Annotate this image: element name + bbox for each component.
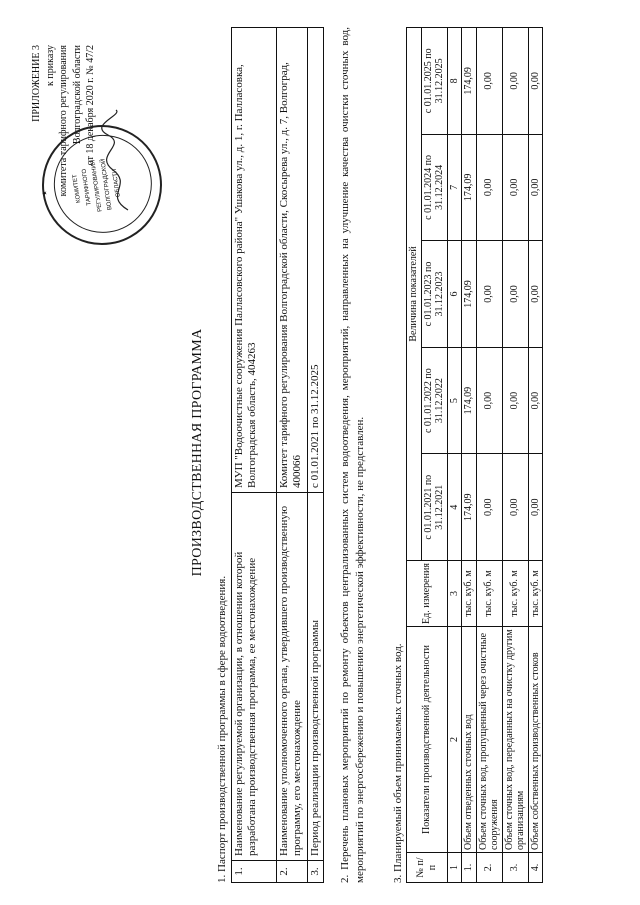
row-indicator: Объем сточных вод, пропущенный через очистные сооружения [476, 627, 502, 853]
table-row [476, 28, 502, 883]
row-number: 3. [502, 853, 528, 883]
row-value: 0,00 [476, 454, 502, 561]
header-unit: Ед. измерения [407, 561, 448, 627]
row-unit: тыс. куб. м [476, 561, 502, 627]
header-period: с 01.01.2021 по 31.12.2021 [421, 454, 447, 561]
header-row [407, 28, 422, 883]
col-number: 7 [447, 134, 462, 241]
row-value: 0,00 [502, 241, 528, 348]
row-unit: тыс. куб. м [528, 561, 543, 627]
row-number: 1. [462, 853, 477, 883]
row-value: 0,00 [528, 454, 543, 561]
row-value: 0,00 [502, 134, 528, 241]
col-number: 3 [447, 561, 462, 627]
col-number: 4 [447, 454, 462, 561]
row-value: 0,00 [502, 347, 528, 454]
table-row [528, 28, 543, 883]
row-value: 0,00 [476, 241, 502, 348]
column-number-row [447, 28, 462, 883]
appendix-line: ПРИЛОЖЕНИЕ 3 [31, 45, 42, 122]
row-value: 0,00 [528, 28, 543, 135]
col-number: 6 [447, 241, 462, 348]
row-indicator: Объем сточных вод, переданных на очистку другим организациям [502, 627, 528, 853]
row-label: Наименование уполномоченного органа, утвердившего производственную программу, его местонахождение [277, 493, 308, 861]
row-value: 0,00 [476, 28, 502, 135]
appendix-line: комитета тарифного регулирования [58, 45, 69, 197]
table-row [502, 28, 528, 883]
table-row [277, 28, 308, 883]
row-value: Комитет тарифного регулирования Волгоградской области, Скосырева ул., д. 7, Волгоград, 400066 [277, 28, 308, 493]
row-unit: тыс. куб. м [502, 561, 528, 627]
table-row [232, 28, 277, 883]
volume-table [406, 27, 543, 883]
section2-text: 2. Перечень плановых мероприятий по ремонту объектов централизованных систем водоотведения, мероприятий, направленных на улучшение качества очистки сточных вод, мероприятий по энергосбережению и повышению энергетической эффективности, не представлен. [339, 27, 366, 883]
appendix-line: Волгоградской области [71, 45, 83, 145]
row-value: МУП "Водоочистные сооружения Палласовского района" Ушакова ул., д. 1, г. Палласовка, Волгоградская область, 404263 [232, 28, 277, 493]
col-number: 2 [447, 627, 462, 853]
row-value: 174,09 [462, 241, 477, 348]
row-value: 0,00 [528, 347, 543, 454]
row-unit: тыс. куб. м [462, 561, 477, 627]
row-value: 174,09 [462, 454, 477, 561]
header-period: с 01.01.2022 по 31.12.2022 [421, 347, 447, 454]
row-number: 1. [232, 861, 277, 883]
header-num: № п/п [407, 853, 448, 883]
table-row [308, 28, 324, 883]
col-number: 8 [447, 28, 462, 135]
page-title: ПРОИЗВОДСТВЕННАЯ ПРОГРАММА [190, 328, 205, 577]
row-value: 0,00 [476, 347, 502, 454]
signature [98, 105, 138, 215]
row-value: 174,09 [462, 28, 477, 135]
header-period: с 01.01.2023 по 31.12.2023 [421, 241, 447, 348]
row-number: 2. [476, 853, 502, 883]
row-number: 3. [308, 861, 324, 883]
table-row [462, 28, 477, 883]
row-value: с 01.01.2021 по 31.12.2025 [308, 28, 324, 493]
row-value: 0,00 [528, 241, 543, 348]
header-group: Величина показателей [407, 28, 422, 561]
row-value: 174,09 [462, 134, 477, 241]
col-number: 5 [447, 347, 462, 454]
row-indicator: Объем отведенных сточных вод [462, 627, 477, 853]
row-value: 0,00 [502, 454, 528, 561]
section1-heading: 1. Паспорт производственной программы в сфере водоотведения. [216, 575, 228, 883]
passport-table [231, 27, 324, 883]
header-period: с 01.01.2024 по 31.12.2024 [421, 134, 447, 241]
row-number: 2. [277, 861, 308, 883]
row-indicator: Объем собственных производственных стоков [528, 627, 543, 853]
header-indicator: Показатели производственной деятельности [407, 627, 448, 853]
row-label: Период реализации производственной программы [308, 493, 324, 861]
row-value: 174,09 [462, 347, 477, 454]
row-value: 0,00 [528, 134, 543, 241]
appendix-line: к приказу [44, 45, 56, 86]
section3-heading: 3. Планируемый объем принимаемых сточных вод. [392, 643, 404, 883]
row-value: 0,00 [502, 28, 528, 135]
header-period: с 01.01.2025 по 31.12.2025 [421, 28, 447, 135]
row-value: 0,00 [476, 134, 502, 241]
col-number: 1 [447, 853, 462, 883]
official-seal: ★ КОМИТЕТ ТАРИФНОГО РЕГУЛИРОВАНИЯ ВОЛГОГРАДСКОЙ ОБЛАСТИ [34, 117, 170, 253]
row-label: Наименование регулируемой организации, в отношении которой разработана производственная программа, ее местонахождение [232, 493, 277, 861]
appendix-line: от 18 декабря 2020 г. № 47/2 [85, 45, 96, 166]
row-number: 4. [528, 853, 543, 883]
